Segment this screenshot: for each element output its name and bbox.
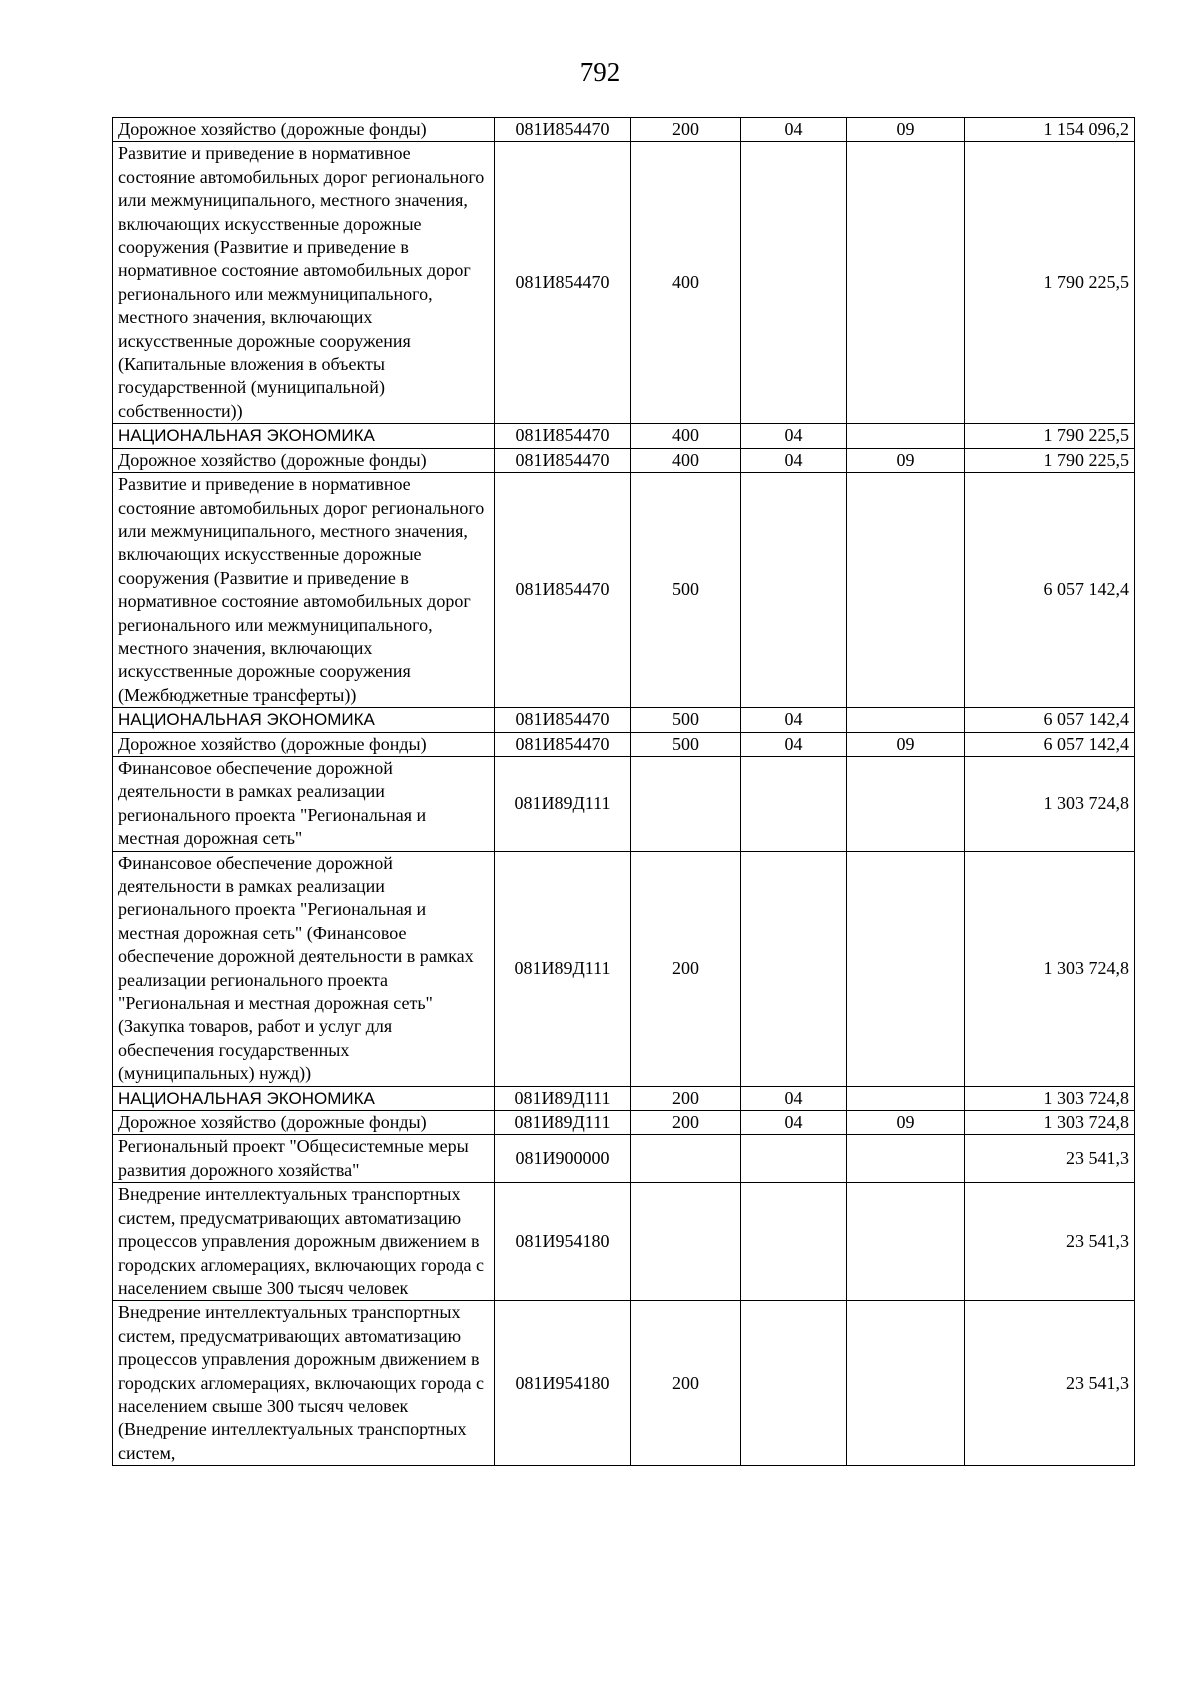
row-sum: 1 303 724,8 [965,1086,1135,1110]
row-code: 081И954180 [495,1183,631,1301]
row-vr: 400 [631,424,741,448]
row-code: 081И900000 [495,1135,631,1183]
row-vr: 200 [631,118,741,142]
row-code: 081И89Д111 [495,1111,631,1135]
row-vr: 200 [631,1111,741,1135]
budget-table-body [113,118,1135,1466]
row-vr [631,1135,741,1183]
row-vr: 200 [631,1301,741,1466]
row-rz: 04 [741,424,847,448]
row-code: 081И854470 [495,448,631,472]
row-sum: 6 057 142,4 [965,708,1135,732]
row-pr: 09 [847,1111,965,1135]
row-name: Финансовое обеспечение дорожной деятельности в рамках реализации регионального проекта "Региональная и местная дорожная сеть" (Финансовое обеспечение дорожной деятельности в рамках реализации регионального проекта "Региональная и местная дорожная сеть" (Закупка товаров, работ и услуг для обеспечения государственных (муниципальных) нужд)) [113,851,495,1086]
table-row [113,1086,1135,1110]
table-row [113,1183,1135,1301]
row-sum: 1 303 724,8 [965,1111,1135,1135]
row-rz: 04 [741,118,847,142]
row-name: Дорожное хозяйство (дорожные фонды) [113,448,495,472]
table-row [113,142,1135,424]
row-vr: 400 [631,448,741,472]
row-name: НАЦИОНАЛЬНАЯ ЭКОНОМИКА [113,1086,495,1110]
row-rz [741,851,847,1086]
row-vr: 400 [631,142,741,424]
row-name: Региональный проект "Общесистемные меры развития дорожного хозяйства" [113,1135,495,1183]
row-rz: 04 [741,708,847,732]
row-rz [741,473,847,708]
row-rz: 04 [741,732,847,756]
row-sum: 23 541,3 [965,1183,1135,1301]
row-pr [847,142,965,424]
row-vr: 500 [631,473,741,708]
row-sum: 1 790 225,5 [965,142,1135,424]
table-row [113,1301,1135,1466]
row-vr: 500 [631,732,741,756]
page-number: 792 [579,57,621,87]
table-row [113,708,1135,732]
row-pr [847,1301,965,1466]
row-name: Дорожное хозяйство (дорожные фонды) [113,1111,495,1135]
table-row [113,851,1135,1086]
table-row [113,473,1135,708]
row-name: Финансовое обеспечение дорожной деятельности в рамках реализации регионального проекта "Региональная и местная дорожная сеть" [113,756,495,851]
row-pr [847,1183,965,1301]
row-code: 081И854470 [495,473,631,708]
row-name: Внедрение интеллектуальных транспортных систем, предусматривающих автоматизацию процессов управления дорожным движением в городских агломерациях, включающих города с населением свыше 300 тысяч человек [113,1183,495,1301]
row-code: 081И854470 [495,732,631,756]
row-name: Развитие и приведение в нормативное состояние автомобильных дорог регионального или межмуниципального, местного значения, включающих искусственные дорожные сооружения (Развитие и приведение в нормативное состояние автомобильных дорог регионального или межмуниципального, местного значения, включающих искусственные дорожные сооружения (Межбюджетные трансферты)) [113,473,495,708]
row-rz [741,142,847,424]
row-rz [741,1301,847,1466]
row-pr [847,756,965,851]
row-code: 081И854470 [495,708,631,732]
row-vr: 200 [631,1086,741,1110]
row-name: НАЦИОНАЛЬНАЯ ЭКОНОМИКА [113,424,495,448]
row-sum: 23 541,3 [965,1301,1135,1466]
row-rz: 04 [741,1086,847,1110]
row-pr: 09 [847,448,965,472]
table-row [113,424,1135,448]
row-sum: 6 057 142,4 [965,473,1135,708]
row-sum: 1 790 225,5 [965,448,1135,472]
row-pr [847,851,965,1086]
table-row [113,1111,1135,1135]
row-code: 081И954180 [495,1301,631,1466]
table-row [113,448,1135,472]
row-pr [847,424,965,448]
row-pr: 09 [847,732,965,756]
row-sum: 1 790 225,5 [965,424,1135,448]
row-sum: 1 303 724,8 [965,851,1135,1086]
row-rz [741,756,847,851]
table-row [113,732,1135,756]
row-pr [847,1135,965,1183]
budget-table [112,117,1135,1466]
row-sum: 23 541,3 [965,1135,1135,1183]
row-name: Внедрение интеллектуальных транспортных систем, предусматривающих автоматизацию процессов управления дорожным движением в городских агломерациях, включающих города с населением свыше 300 тысяч человек (Внедрение интеллектуальных транспортных систем, [113,1301,495,1466]
row-rz [741,1135,847,1183]
row-code: 081И89Д111 [495,851,631,1086]
row-vr [631,1183,741,1301]
row-vr: 500 [631,708,741,732]
table-row [113,756,1135,851]
row-pr [847,473,965,708]
row-sum: 6 057 142,4 [965,732,1135,756]
row-pr [847,708,965,732]
row-name: Развитие и приведение в нормативное состояние автомобильных дорог регионального или межмуниципального, местного значения, включающих искусственные дорожные сооружения (Развитие и приведение в нормативное состояние автомобильных дорог регионального или межмуниципального, местного значения, включающих искусственные дорожные сооружения (Капитальные вложения в объекты государственной (муниципальной) собственности)) [113,142,495,424]
table-row [113,118,1135,142]
row-name: НАЦИОНАЛЬНАЯ ЭКОНОМИКА [113,708,495,732]
row-vr [631,756,741,851]
row-rz [741,1183,847,1301]
row-rz: 04 [741,448,847,472]
row-vr: 200 [631,851,741,1086]
row-name: Дорожное хозяйство (дорожные фонды) [113,732,495,756]
row-sum: 1 303 724,8 [965,756,1135,851]
table-row [113,1135,1135,1183]
row-pr [847,1086,965,1110]
row-code: 081И89Д111 [495,1086,631,1110]
row-pr: 09 [847,118,965,142]
row-code: 081И854470 [495,424,631,448]
row-code: 081И854470 [495,118,631,142]
row-name: Дорожное хозяйство (дорожные фонды) [113,118,495,142]
row-sum: 1 154 096,2 [965,118,1135,142]
row-code: 081И854470 [495,142,631,424]
row-rz: 04 [741,1111,847,1135]
row-code: 081И89Д111 [495,756,631,851]
